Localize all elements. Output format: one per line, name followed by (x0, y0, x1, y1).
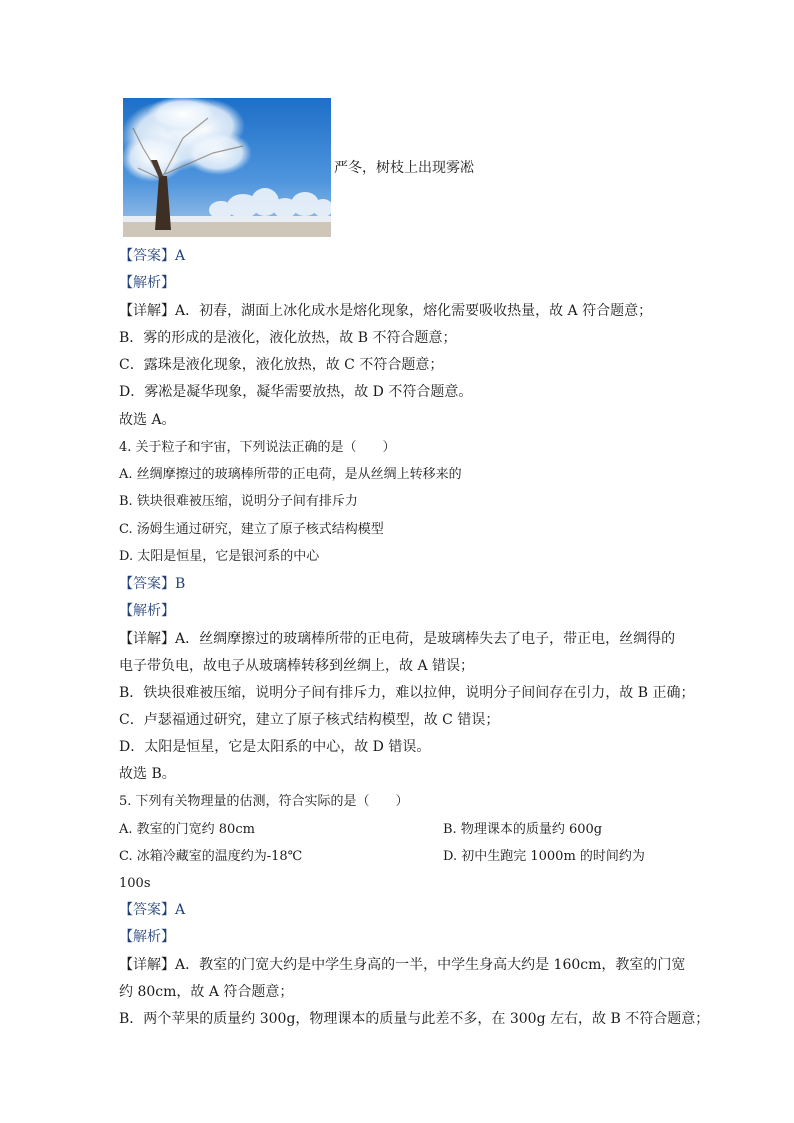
q4-explain-d: D．太阳是恒星，它是太阳系的中心，故 D 错误。 (119, 739, 431, 755)
q3-detail: 【详解】A．初春，湖面上冰化成水是熔化现象，熔化需要吸收热量，故 A 符合题意； (119, 303, 653, 319)
q4-analysis-tag: 【解析】 (119, 603, 175, 619)
q5-option-d-continued: 100s (119, 876, 151, 891)
q5-option-b: B. 物理课本的质量约 600g (443, 822, 603, 837)
q3-choose: 故选 A。 (119, 412, 176, 428)
q4-option-d: D. 太阳是恒星，它是银河系的中心 (119, 549, 320, 564)
q5-explain-b: B．两个苹果的质量约 300g，物理课本的质量与此差不多，在 300g 左右，故 B 不符合题意； (119, 1011, 710, 1027)
q3-explain-d: D．雾凇是凝华现象，凝华需要放热，故 D 不符合题意。 (119, 384, 473, 400)
q5-option-a: A. 教室的门宽约 80cm (119, 822, 255, 837)
q4-stem: 4. 关于粒子和宇宙，下列说法正确的是（ ） (119, 440, 396, 455)
q3-explain-c: C．露珠是液化现象，液化放热，故 C 不符合题意； (119, 357, 444, 373)
q4-option-b: B. 铁块很难被压缩，说明分子间有排斥力 (119, 494, 358, 509)
q4-option-a: A. 丝绸摩擦过的玻璃棒所带的正电荷，是从丝绸上转移来的 (119, 467, 462, 482)
q5-detail-line1: 【详解】A．教室的门宽大约是中学生身高的一半，中学生身高大约是 160cm，教室的门宽 (119, 957, 686, 973)
q5-answer-tag: 【答案】A (119, 902, 186, 918)
q5-detail-line2: 约 80cm，故 A 符合题意； (119, 984, 294, 1000)
rime-tree-image (123, 98, 331, 237)
q4-answer-tag: 【答案】B (119, 576, 186, 592)
q4-detail-line2: 电子带负电，故电子从玻璃棒转移到丝绸上，故 A 错误； (119, 658, 475, 674)
q5-stem: 5. 下列有关物理量的估测，符合实际的是（ ） (119, 794, 409, 809)
q3-explain-b: B．雾的形成的是液化，液化放热，故 B 不符合题意； (119, 330, 457, 346)
q3-analysis-tag: 【解析】 (119, 275, 175, 291)
q4-detail-line1: 【详解】A．丝绸摩擦过的玻璃棒所带的正电荷，是玻璃棒失去了电子，带正电，丝绸得的 (119, 631, 676, 647)
q5-option-c: C. 冰箱冷藏室的温度约为-18℃ (119, 849, 303, 864)
q4-choose: 故选 B。 (119, 766, 176, 782)
q5-option-d: D. 初中生跑完 1000m 的时间约为 (443, 849, 645, 864)
q5-analysis-tag: 【解析】 (119, 929, 175, 945)
q4-explain-b: B．铁块很难被压缩，说明分子间有排斥力，难以拉伸，说明分子间间存在引力，故 B 正确； (119, 685, 695, 701)
q4-option-c: C. 汤姆生通过研究，建立了原子核式结构模型 (119, 522, 384, 537)
rime-tree-photo (123, 98, 331, 237)
figure-caption: 严冬，树枝上出现雾凇 (334, 160, 474, 176)
q4-explain-c: C．卢瑟福通过研究，建立了原子核式结构模型，故 C 错误； (119, 712, 500, 728)
q3-answer-tag: 【答案】A (119, 248, 186, 264)
